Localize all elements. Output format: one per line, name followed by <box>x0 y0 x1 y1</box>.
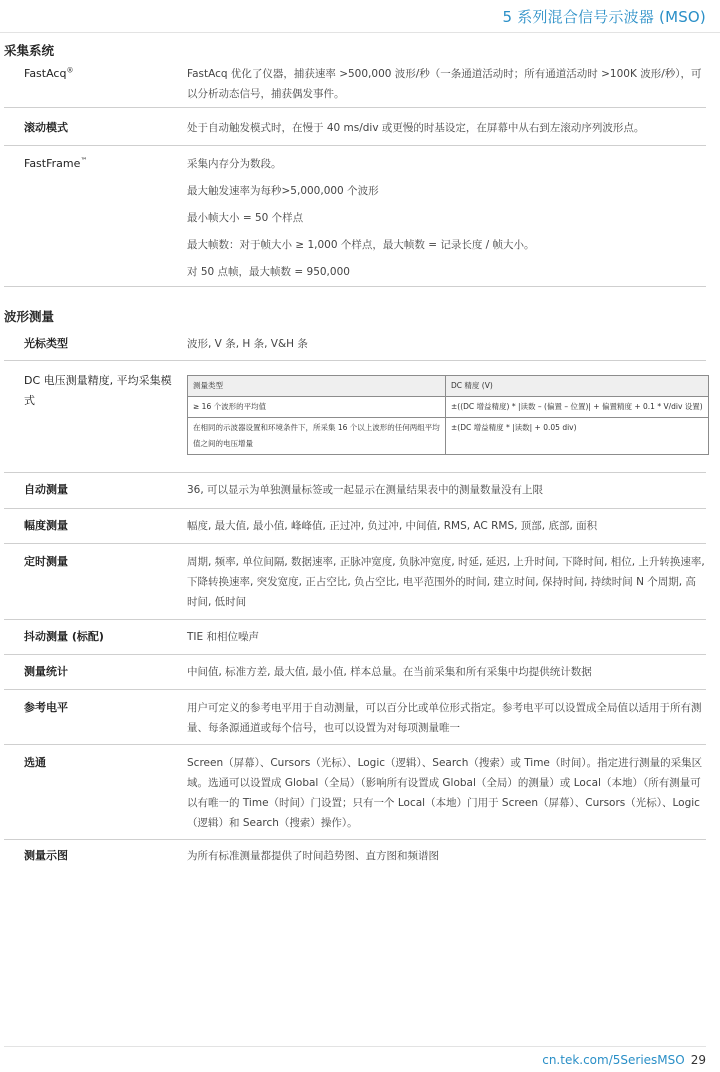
spec-row-auto-measurements <box>4 473 706 509</box>
page-header-title: 5 系列混合信号示波器 (MSO) <box>502 8 706 26</box>
spec-line: 对 50 点帧，最大帧数 = 950,000 <box>187 266 350 278</box>
spec-label: 自动测量 <box>24 483 68 496</box>
footer-url-link[interactable]: cn.tek.com/5SeriesMSO <box>542 1053 685 1067</box>
page-number: 29 <box>690 1053 706 1067</box>
spec-row-measurement-plots <box>4 840 706 874</box>
spec-label: 定时测量 <box>24 555 68 568</box>
page-footer <box>542 1053 706 1067</box>
table-cell: ≥ 16 个波形的平均值 <box>188 397 446 418</box>
spec-value: 处于自动触发模式时，在慢于 40 ms/div 或更慢的时基设定，在屏幕中从右到左滚动序列波形点。 <box>187 122 645 134</box>
spec-label: FastAcq® <box>24 66 74 80</box>
footer-divider <box>4 1046 706 1047</box>
spec-value: TIE 和相位噪声 <box>187 631 259 643</box>
table-row <box>188 397 709 418</box>
spec-label: DC 电压测量精度, 平均采集模式 <box>24 374 172 407</box>
spec-label: 测量示图 <box>24 849 68 862</box>
table-header-row <box>188 376 709 397</box>
spec-value: 中间值, 标准方差, 最大值, 最小值, 样本总量。在当前采集和所有采集中均提供统计数据 <box>187 666 592 678</box>
spec-label: 测量统计 <box>24 665 68 678</box>
spec-line: 采集内存分为数段。 <box>187 158 282 170</box>
dc-accuracy-table <box>187 375 709 455</box>
table-cell: ±((DC 增益精度) * |读数 – (偏置 – 位置)| + 偏置精度 + 0.1 * V/div 设置) <box>446 397 709 418</box>
section-heading-waveform-measurements: 波形测量 <box>4 309 55 324</box>
spec-value <box>187 154 706 289</box>
spec-value: 36, 可以显示为单独测量标签或一起显示在测量结果表中的测量数量没有上限 <box>187 484 544 496</box>
spec-row-timing <box>4 544 706 620</box>
spec-value: 为所有标准测量都提供了时间趋势图、直方图和频谱图 <box>187 850 439 862</box>
table-header: 测量类型 <box>188 376 446 397</box>
spec-value: 幅度, 最大值, 最小值, 峰峰值, 正过冲, 负过冲, 中间值, RMS, AC RMS, 顶部, 底部, 面积 <box>187 520 598 532</box>
spec-label: 滚动模式 <box>24 121 68 134</box>
spec-label: 抖动测量 (标配) <box>24 630 104 643</box>
spec-value: Screen（屏幕）、Cursors（光标）、Logic（逻辑）、Search（搜索）或 Time（时间）。指定进行测量的采集区域。选通可以设置成 Global（全局）（影响所有设置成 Global（全局）的测量）或 Local（本地）（所有测量可以有唯一的 Time（时间）门设置；只有一个 Local（本地）门用于 Screen（屏幕）、Cursors（光标）、Logic（逻辑）和 Search（搜索）操作）。 <box>187 757 703 829</box>
spec-row-fastframe <box>4 146 706 287</box>
spec-row-reference-levels <box>4 690 706 745</box>
table-row <box>188 418 709 455</box>
spec-row-roll-mode <box>4 108 706 146</box>
spec-row-jitter <box>4 620 706 655</box>
table-cell: ±(DC 增益精度 * |读数| + 0.05 div) <box>446 418 709 455</box>
section-heading-acquisition: 采集系统 <box>4 43 55 58</box>
spec-label: 选通 <box>24 756 46 769</box>
spec-value: FastAcq 优化了仪器，捕获速率 >500,000 波形/秒（一条通道活动时；所有通道活动时 >100K 波形/秒），可以分析动态信号，捕获偶发事件。 <box>187 68 702 100</box>
spec-line: 最大触发速率为每秒>5,000,000 个波形 <box>187 185 379 197</box>
spec-line: 最大帧数：对于帧大小 ≥ 1,000 个样点，最大帧数 = 记录长度 / 帧大小。 <box>187 239 535 251</box>
table-header: DC 精度 (V) <box>446 376 709 397</box>
spec-row-gating <box>4 745 706 840</box>
spec-row-dc-accuracy <box>4 361 706 473</box>
header-divider <box>0 32 720 33</box>
spec-label: FastFrame™ <box>24 156 88 170</box>
spec-value: 波形, V 条, H 条, V&H 条 <box>187 338 308 350</box>
spec-value: 用户可定义的参考电平用于自动测量，可以百分比或单位形式指定。参考电平可以设置成全局值以适用于所有测量、每条源通道或每个信号，也可以设置为对每项测量唯一 <box>187 702 702 734</box>
spec-label: 幅度测量 <box>24 519 68 532</box>
table-cell: 在相同的示波器设置和环境条件下，所采集 16 个以上波形的任何两组平均值之间的电压增量 <box>188 418 446 455</box>
spec-label: 光标类型 <box>24 337 68 350</box>
spec-row-fastacq <box>4 62 706 108</box>
spec-row-statistics <box>4 655 706 690</box>
spec-line: 最小帧大小 = 50 个样点 <box>187 212 304 224</box>
spec-row-amplitude <box>4 509 706 544</box>
spec-value: 周期, 频率, 单位间隔, 数据速率, 正脉冲宽度, 负脉冲宽度, 时延, 延迟, 上升时间, 下降时间, 相位, 上升转换速率, 下降转换速率, 突发宽度, 正占空比, 负占空比, 电平范围外的时间, 建立时间, 保持时间, 持续时间 N 个周期, 高时间, 低时间 <box>187 556 705 608</box>
spec-label: 参考电平 <box>24 701 68 714</box>
spec-row-cursor-types <box>4 328 706 361</box>
